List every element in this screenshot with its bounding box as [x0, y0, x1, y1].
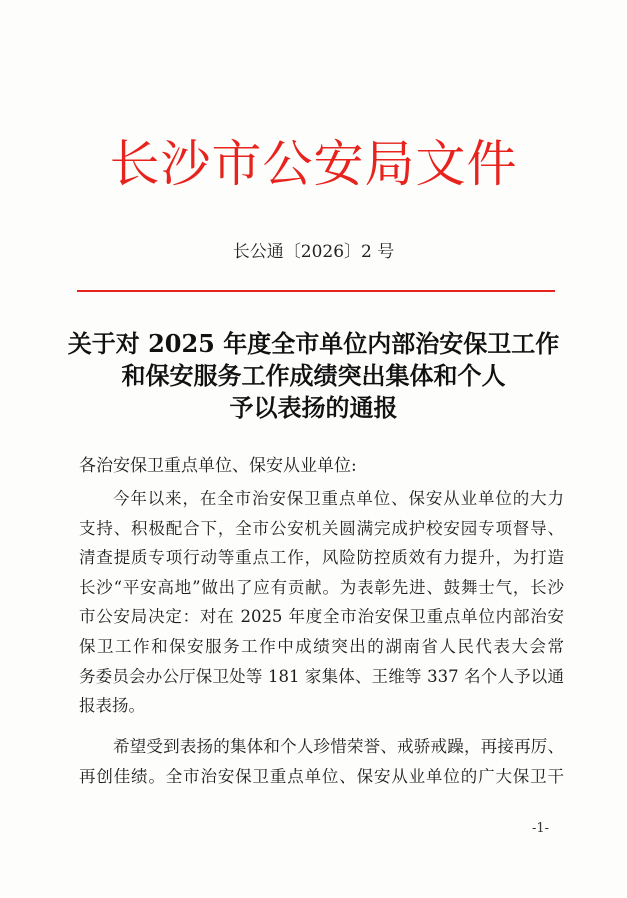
- document-number: 长公通〔2026〕2 号: [232, 242, 395, 262]
- paragraph-line: 再创佳绩。全市治安保卫重点单位、保安从业单位的广大保卫干: [79, 766, 564, 786]
- paragraph-line: 希望受到表扬的集体和个人珍惜荣誉、戒骄戒躁，再接再厉、: [113, 737, 564, 756]
- paragraph-line: 保卫工作和保安服务工作中成绩突出的湖南省人民代表大会常: [79, 636, 564, 656]
- paragraph-line: 支持、积极配合下，全市公安机关圆满完成护校安园专项督导、: [79, 518, 564, 538]
- body-paragraph-2: [79, 732, 564, 791]
- paragraph-line: 清查提质专项行动等重点工作，风险防控质效有力提升，为打造: [79, 548, 564, 568]
- issuing-authority-header: 长沙市公安局文件: [109, 135, 518, 193]
- body-paragraph-1: [79, 484, 564, 721]
- paragraph-line: 今年以来，在全市治安保卫重点单位、保安从业单位的大力: [113, 489, 564, 508]
- paragraph-line: 报表扬。: [79, 696, 145, 716]
- paragraph-line: 务委员会办公厅保卫处等 181 家集体、王维等 337 名个人予以通: [79, 666, 564, 686]
- title-line: 关于对 2025 年度全市单位内部治安保卫工作: [67, 329, 560, 358]
- title-line: 和保安服务工作成绩突出集体和个人: [121, 361, 506, 390]
- addressee-line: 各治安保卫重点单位、保安从业单位:: [79, 456, 357, 476]
- paragraph-line: 长沙“平安高地”做出了应有贡献。为表彰先进、鼓舞士气，长沙: [79, 577, 564, 597]
- document-title: [40, 328, 587, 424]
- red-divider-line: [77, 290, 555, 292]
- paragraph-line: 市公安局决定：对在 2025 年度全市治安保卫重点单位内部治安: [79, 607, 564, 627]
- page-number: -1-: [532, 821, 550, 836]
- title-line: 予以表扬的通报: [229, 393, 398, 422]
